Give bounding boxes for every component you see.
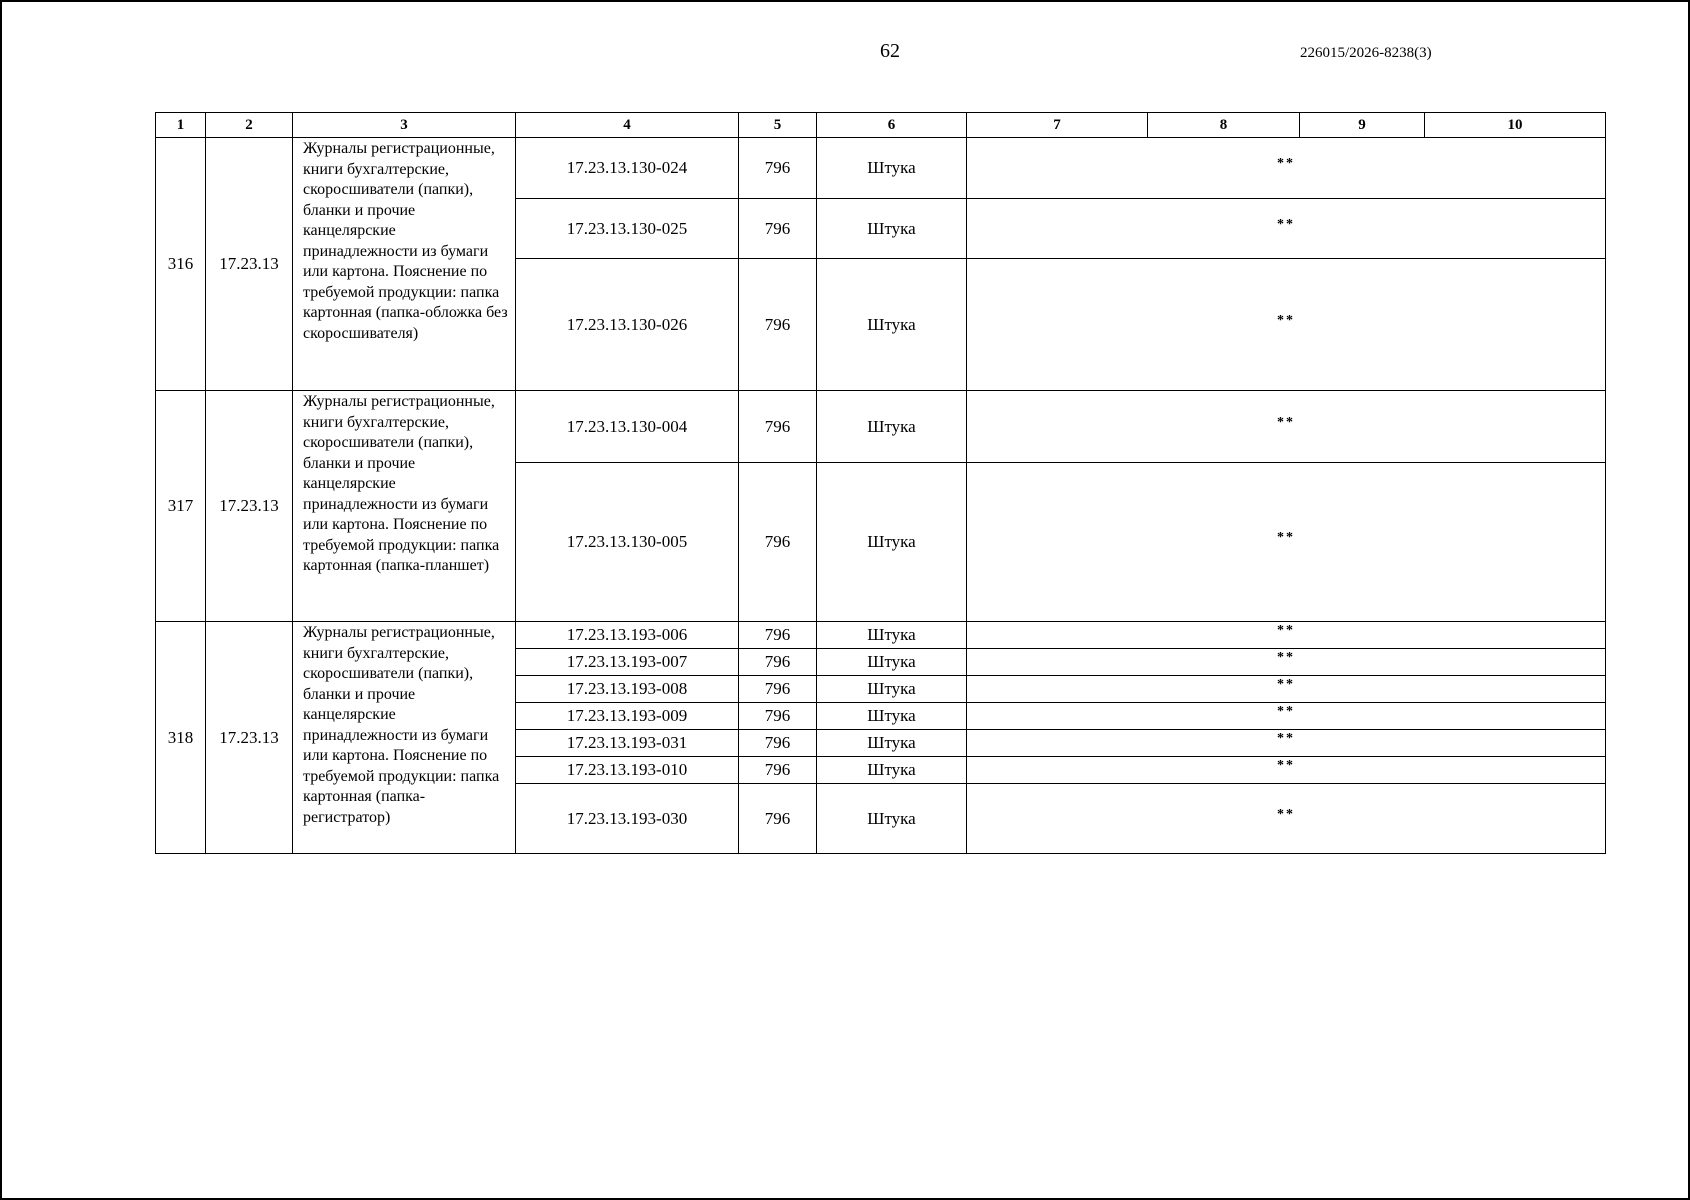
- note-text: **: [1277, 623, 1295, 638]
- ktru-code: 17.23.13.130-024: [516, 138, 739, 199]
- ktru-code: 17.23.13.193-009: [516, 703, 739, 730]
- okpd-code: 17.23.13: [206, 138, 293, 391]
- note-text: **: [1277, 731, 1295, 746]
- ktru-code: 17.23.13.193-010: [516, 757, 739, 784]
- ktru-code: 17.23.13.193-030: [516, 784, 739, 854]
- note-cell: [967, 757, 1606, 784]
- header-cell: 9: [1300, 113, 1425, 138]
- unit-name: Штука: [817, 463, 967, 622]
- ktru-code: 17.23.13.130-025: [516, 199, 739, 259]
- unit-name: Штука: [817, 757, 967, 784]
- row-number: 316: [156, 138, 206, 391]
- ktru-code: 17.23.13.130-026: [516, 259, 739, 391]
- unit-name: Штука: [817, 622, 967, 649]
- document-id: 226015/2026-8238(3): [1300, 45, 1432, 61]
- unit-name: Штука: [817, 649, 967, 676]
- header-cell: 7: [967, 113, 1148, 138]
- table-row: [156, 391, 1606, 463]
- note-text: **: [1277, 650, 1295, 665]
- note-text: **: [1277, 758, 1295, 773]
- unit-name: Штука: [817, 703, 967, 730]
- page-number: 62: [880, 40, 900, 62]
- unit-code: 796: [739, 391, 817, 463]
- note-cell: [967, 622, 1606, 649]
- note-cell: [967, 676, 1606, 703]
- header-cell: 3: [293, 113, 516, 138]
- note-text: **: [1277, 806, 1295, 822]
- note-cell: [967, 784, 1606, 854]
- unit-name: Штука: [817, 138, 967, 199]
- unit-name: Штука: [817, 676, 967, 703]
- unit-code: 796: [739, 757, 817, 784]
- unit-code: 796: [739, 259, 817, 391]
- note-cell: [967, 703, 1606, 730]
- unit-name: Штука: [817, 730, 967, 757]
- header-cell: 2: [206, 113, 293, 138]
- note-text: **: [1277, 677, 1295, 692]
- item-description: Журналы регистрационные, книги бухгалтерские, скоросшиватели (папки), бланки и прочие канцелярские принадлежности из бумаги или картона. Пояснение по требуемой продукции: папка картонная (папка-регистратор): [293, 622, 516, 854]
- note-cell: [967, 649, 1606, 676]
- note-text: **: [1277, 704, 1295, 719]
- unit-name: Штука: [817, 259, 967, 391]
- header-cell: 4: [516, 113, 739, 138]
- note-cell: [967, 391, 1606, 463]
- ktru-code: 17.23.13.193-007: [516, 649, 739, 676]
- data-table: [155, 112, 1606, 854]
- note-cell: [967, 259, 1606, 391]
- header-cell: 5: [739, 113, 817, 138]
- note-cell: [967, 463, 1606, 622]
- note-text: **: [1277, 312, 1295, 328]
- header-cell: 8: [1148, 113, 1300, 138]
- item-description: Журналы регистрационные, книги бухгалтерские, скоросшиватели (папки), бланки и прочие канцелярские принадлежности из бумаги или картона. Пояснение по требуемой продукции: папка картонная (папка-обложка без скоросшивателя): [293, 138, 516, 391]
- note-text: **: [1277, 156, 1295, 171]
- unit-code: 796: [739, 703, 817, 730]
- header-row: [156, 113, 1606, 138]
- unit-code: 796: [739, 676, 817, 703]
- ktru-code: 17.23.13.130-005: [516, 463, 739, 622]
- unit-code: 796: [739, 784, 817, 854]
- note-cell: [967, 730, 1606, 757]
- unit-code: 796: [739, 649, 817, 676]
- row-number: 318: [156, 622, 206, 854]
- okpd-code: 17.23.13: [206, 622, 293, 854]
- table-row: [156, 138, 1606, 199]
- note-text: **: [1277, 216, 1295, 232]
- unit-code: 796: [739, 622, 817, 649]
- unit-name: Штука: [817, 199, 967, 259]
- note-text: **: [1277, 530, 1295, 545]
- ktru-code: 17.23.13.130-004: [516, 391, 739, 463]
- header-cell: 10: [1425, 113, 1606, 138]
- row-number: 317: [156, 391, 206, 622]
- okpd-code: 17.23.13: [206, 391, 293, 622]
- ktru-code: 17.23.13.193-006: [516, 622, 739, 649]
- unit-name: Штука: [817, 391, 967, 463]
- ktru-code: 17.23.13.193-008: [516, 676, 739, 703]
- ktru-code: 17.23.13.193-031: [516, 730, 739, 757]
- note-cell: [967, 138, 1606, 199]
- note-text: **: [1277, 414, 1295, 430]
- header-cell: 6: [817, 113, 967, 138]
- unit-code: 796: [739, 730, 817, 757]
- header-cell: 1: [156, 113, 206, 138]
- table-row: [156, 622, 1606, 649]
- unit-code: 796: [739, 463, 817, 622]
- unit-code: 796: [739, 138, 817, 199]
- unit-code: 796: [739, 199, 817, 259]
- note-cell: [967, 199, 1606, 259]
- unit-name: Штука: [817, 784, 967, 854]
- item-description: Журналы регистрационные, книги бухгалтерские, скоросшиватели (папки), бланки и прочие канцелярские принадлежности из бумаги или картона. Пояснение по требуемой продукции: папка картонная (папка-планшет): [293, 391, 516, 622]
